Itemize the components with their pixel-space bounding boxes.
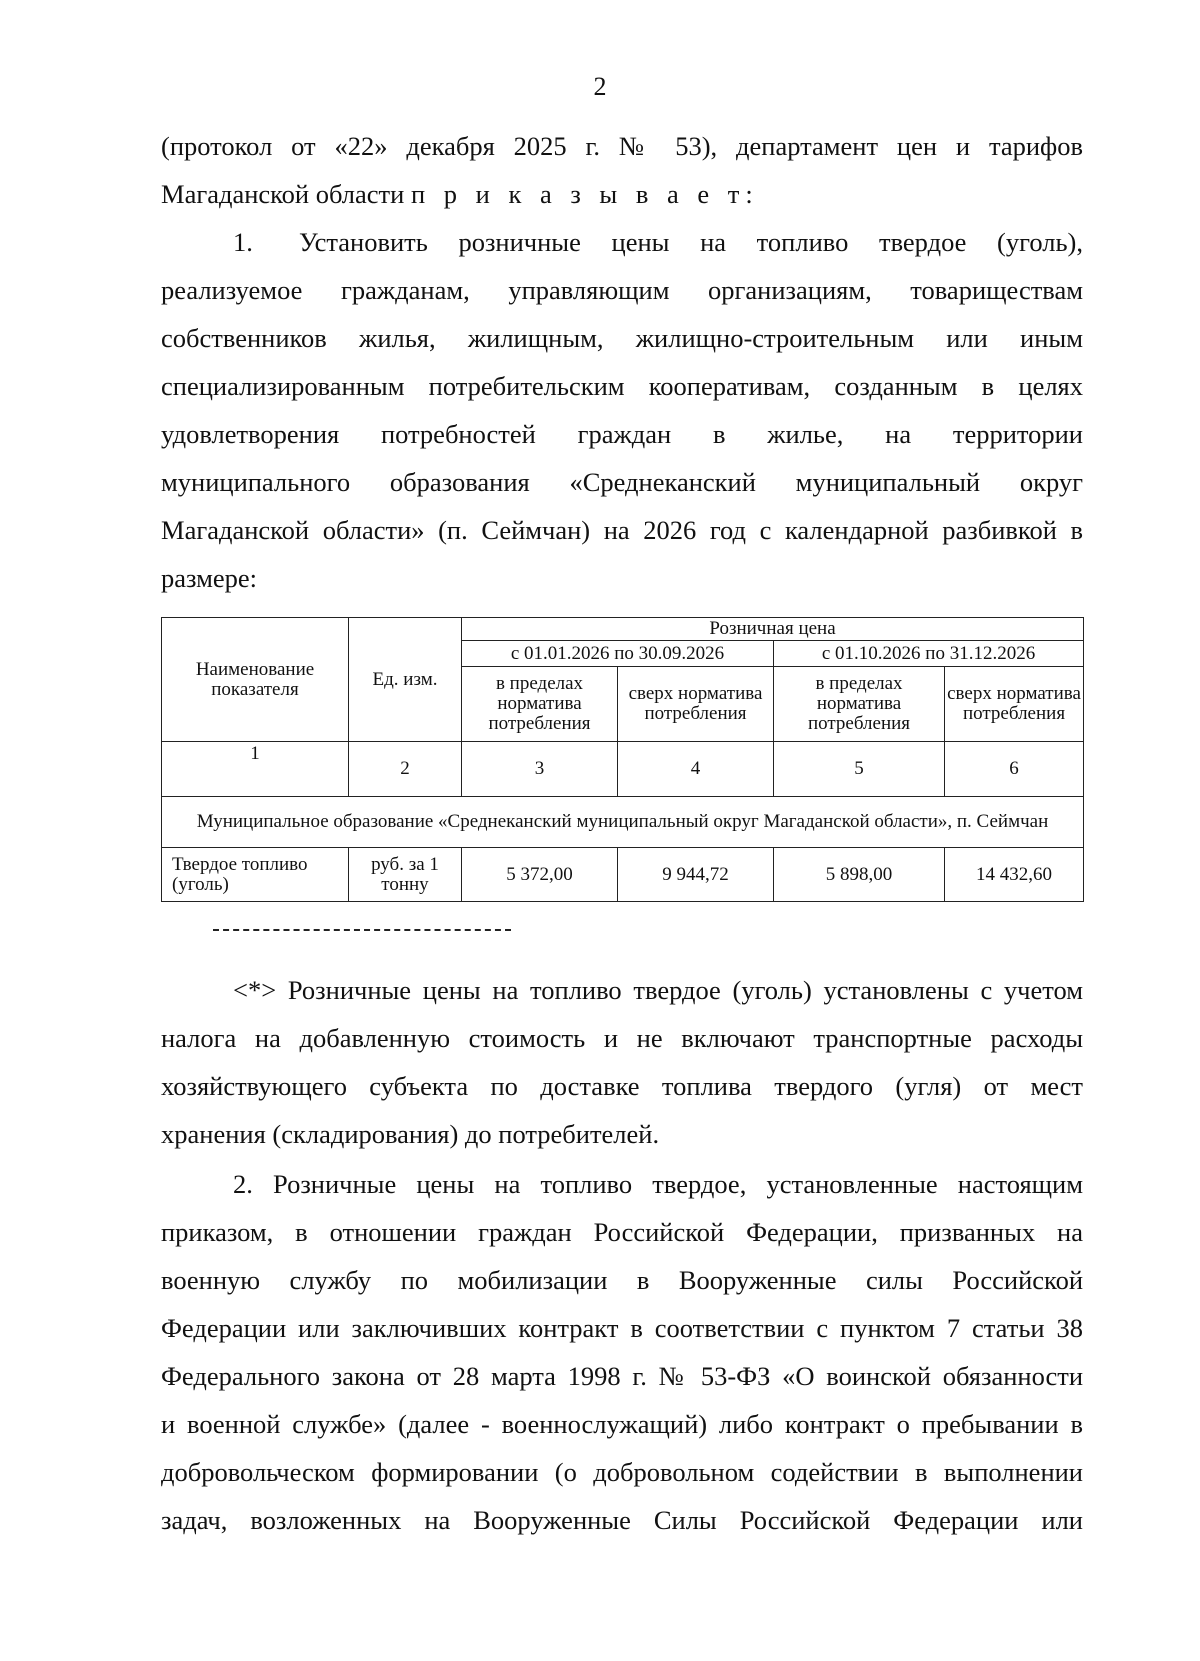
cell-price: 9 944,72 xyxy=(618,848,774,902)
header-within-norm: в пределах норматива потребления xyxy=(774,667,945,742)
text-line: муниципального образования «Среднеканский муниципальный округ xyxy=(161,467,1083,497)
header-above-norm: сверх норматива потребления xyxy=(618,667,774,742)
text-fragment: Магаданской области xyxy=(161,179,405,209)
column-number: 1 xyxy=(162,742,349,797)
text-line: специализированным потребительским кооперативам, созданным в целях xyxy=(161,371,1083,401)
header-above-norm: сверх норматива потребления xyxy=(945,667,1084,742)
text-line: и военной службе» (далее - военнослужащий) либо контракт о пребывании в xyxy=(161,1409,1083,1439)
text-line: хранения (складирования) до потребителей. xyxy=(161,1119,660,1149)
header-unit: Ед. изм. xyxy=(349,618,462,742)
order-verb: п р и к а з ы в а е т: xyxy=(410,179,759,209)
item-1-paragraph xyxy=(161,218,1083,602)
column-number: 5 xyxy=(774,742,945,797)
text-line: <*> Розничные цены на топливо твердое (уголь) установлены с учетом xyxy=(233,975,1083,1005)
text-line: Магаданской области» (п. Сеймчан) на 2026 год с календарной разбивкой в xyxy=(161,515,1083,545)
text-line: налога на добавленную стоимость и не включают транспортные расходы xyxy=(161,1023,1083,1053)
header-within-norm: в пределах норматива потребления xyxy=(462,667,618,742)
text-line: Федерации или заключивших контракт в соответствии с пунктом 7 статьи 38 xyxy=(161,1313,1083,1343)
text-line: приказом, в отношении граждан Российской Федерации, призванных на xyxy=(161,1217,1083,1247)
cell-unit: руб. за 1 тонну xyxy=(349,848,462,902)
table-row xyxy=(162,848,1084,902)
text-line: размере: xyxy=(161,563,258,593)
text-line: хозяйствующего субъекта по доставке топлива твердого (угля) от мест xyxy=(161,1071,1083,1101)
price-table xyxy=(161,617,1084,902)
header-period-1: с 01.01.2026 по 30.09.2026 xyxy=(462,641,774,667)
column-number: 2 xyxy=(349,742,462,797)
cell-price: 5 898,00 xyxy=(774,848,945,902)
column-number: 6 xyxy=(945,742,1084,797)
footnote-separator xyxy=(213,929,511,931)
text-line: военную службу по мобилизации в Вооруженные силы Российской xyxy=(161,1265,1083,1295)
column-number: 3 xyxy=(462,742,618,797)
page-number: 2 xyxy=(593,72,607,101)
text-line: удовлетворения потребностей граждан в жилье, на территории xyxy=(161,419,1083,449)
cell-indicator-name: Твердое топливо (уголь) xyxy=(162,848,349,902)
text-line: (протокол от «22» декабря 2025 г. № 53), департамент цен и тарифов xyxy=(161,131,1083,161)
intro-paragraph xyxy=(161,122,1083,218)
text-line xyxy=(161,170,1083,218)
cell-price: 5 372,00 xyxy=(462,848,618,902)
text-line: Федерального закона от 28 марта 1998 г. № 53-ФЗ «О воинской обязанности xyxy=(161,1361,1083,1391)
column-number: 4 xyxy=(618,742,774,797)
text-line: реализуемое гражданам, управляющим организациям, товариществам xyxy=(161,275,1083,305)
item-2-paragraph xyxy=(161,1160,1083,1544)
table-header-row xyxy=(162,618,1084,641)
text-line xyxy=(161,218,1083,266)
header-period-2: с 01.10.2026 по 31.12.2026 xyxy=(774,641,1084,667)
table-column-numbers-row xyxy=(162,742,1084,797)
footnote-paragraph xyxy=(161,966,1083,1158)
header-retail-price: Розничная цена xyxy=(462,618,1084,641)
header-indicator-name: Наименование показателя xyxy=(162,618,349,742)
table-municipality-row xyxy=(162,797,1084,848)
text-line: 2. Розничные цены на топливо твердое, установленные настоящим xyxy=(233,1169,1083,1199)
text-fragment: Установить розничные цены на топливо твердое (уголь), xyxy=(299,227,1083,257)
municipality-cell: Муниципальное образование «Среднеканский муниципальный округ Магаданской области», п. Сеймчан xyxy=(162,797,1084,848)
item-number: 1. xyxy=(233,227,253,257)
text-line: добровольческом формировании (о добровольном содействии в выполнении xyxy=(161,1457,1083,1487)
text-line: собственников жилья, жилищным, жилищно-строительным или иным xyxy=(161,323,1083,353)
cell-price: 14 432,60 xyxy=(945,848,1084,902)
text-line: задач, возложенных на Вооруженные Силы Российской Федерации или xyxy=(161,1505,1083,1535)
